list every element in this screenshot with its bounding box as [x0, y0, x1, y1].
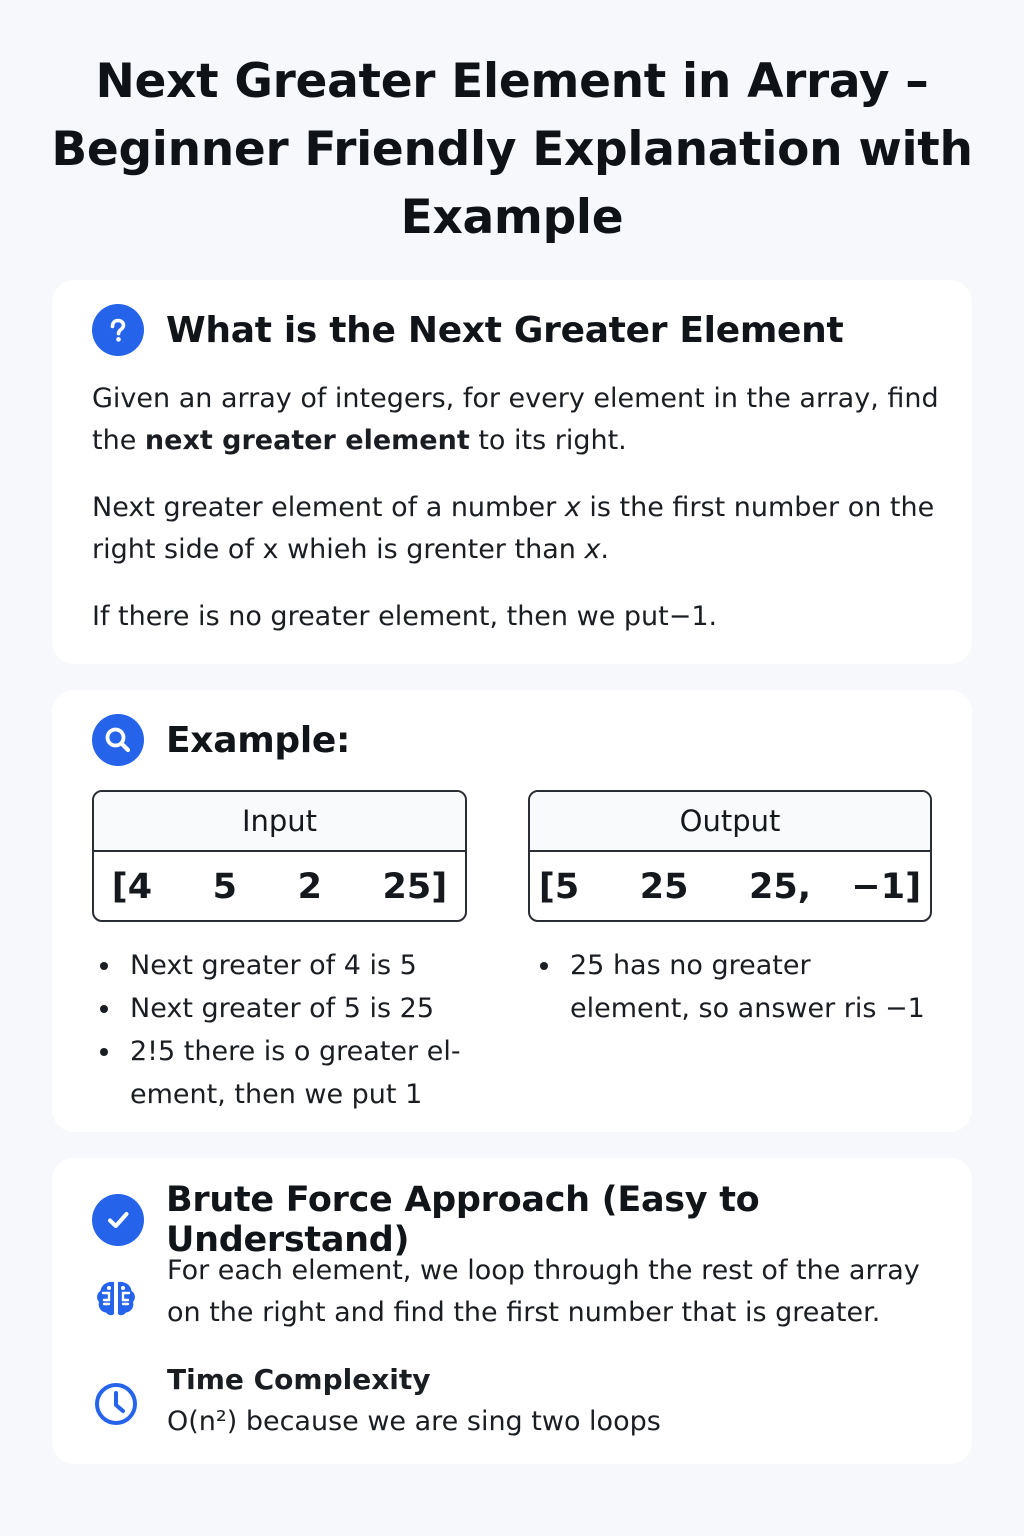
no-greater-rule: If there is no greater element, then we put−1.	[92, 601, 718, 632]
output-box	[528, 790, 932, 922]
brute-force-description: For each element, we loop through the rest of the array on the right and find the first number that is greater.	[167, 1255, 920, 1328]
what-is-header	[92, 304, 843, 356]
time-complexity-title: Time Complexity	[167, 1363, 431, 1396]
brute-force-header	[92, 1180, 972, 1260]
input-box	[92, 790, 467, 922]
time-complexity-block	[167, 1359, 957, 1443]
input-label: Input	[94, 792, 465, 852]
what-is-card	[52, 280, 972, 664]
question-icon	[92, 304, 144, 356]
list-item: Next greater of 4 is 5	[92, 944, 472, 987]
next-greater-definition: Next greater element of a number x is the first number on the right side of x whieh is grenter than x.	[92, 492, 935, 565]
output-values: [5 25 25, −1]	[538, 867, 922, 907]
definition-paragraph: Given an array of integers, for every element in the array, find the next greater element to its right.	[92, 383, 939, 456]
check-icon	[92, 1194, 144, 1246]
time-complexity-text: O(n²) because we are sing two loops	[167, 1406, 661, 1437]
input-values: [4 5 2 25]	[111, 867, 448, 907]
brute-force-heading: Brute Force Approach (Easy to Understand)	[166, 1180, 760, 1260]
clock-icon	[92, 1380, 140, 1428]
brain-icon	[92, 1274, 140, 1322]
what-is-heading: What is the Next Greater Element	[166, 309, 844, 351]
brute-force-card	[52, 1158, 972, 1464]
example-heading: Example:	[166, 719, 351, 761]
page-title: Next Greater Element in Array – Beginner Friendly Explanation with Example	[51, 54, 973, 245]
input-explanation-list	[92, 944, 472, 1116]
search-icon	[92, 714, 144, 766]
list-item: 25 has no greater element, so answer ris −1	[532, 944, 932, 1030]
list-item: Next greater of 5 is 25	[92, 987, 472, 1030]
example-header	[92, 714, 350, 766]
example-card	[52, 690, 972, 1132]
list-item: 2!5 there is o greater el-ement, then we put 1	[92, 1030, 472, 1116]
output-label: Output	[530, 792, 930, 852]
output-explanation-list	[532, 944, 932, 1030]
